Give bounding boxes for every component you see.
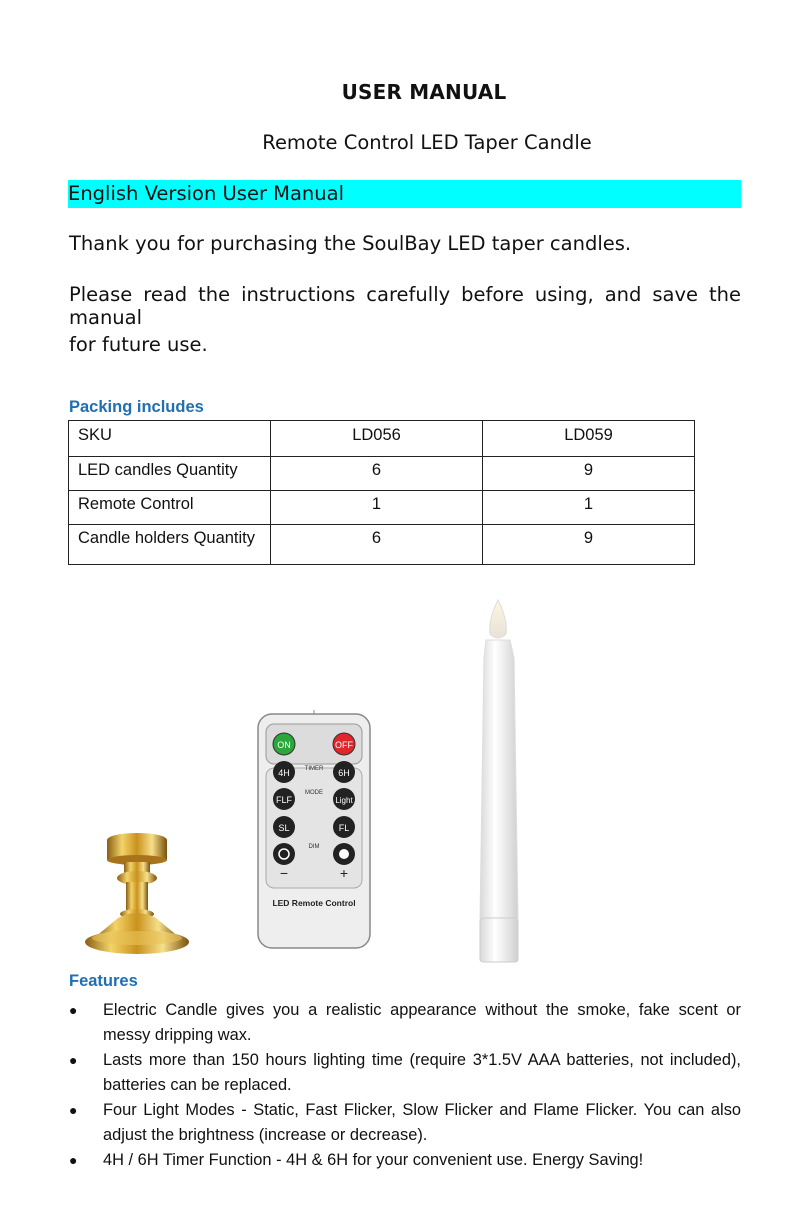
list-item: [69, 1098, 741, 1148]
table-cell: LD059: [483, 421, 695, 457]
feature-text: Electric Candle gives you a realistic appearance without the smoke, fake scent or messy dripping wax.: [103, 1001, 741, 1044]
table-cell: Candle holders Quantity: [69, 525, 271, 565]
list-item: [69, 1048, 741, 1098]
bullet-icon: ●: [69, 1102, 78, 1118]
remote-off-label: OFF: [335, 740, 353, 750]
table-cell: 1: [483, 491, 695, 525]
remote-light-label: Light: [335, 796, 353, 805]
dim-up-icon: [339, 849, 349, 859]
remote-6h-label: 6H: [338, 768, 350, 778]
remote-mode-label: MODE: [305, 790, 323, 796]
table-row: [69, 525, 695, 565]
version-banner: English Version User Manual: [68, 180, 741, 208]
document-subtitle: Remote Control LED Taper Candle: [262, 131, 592, 154]
remote-dim-label: DIM: [308, 844, 320, 850]
packing-table: [68, 420, 695, 565]
bullet-icon: ●: [69, 1152, 78, 1168]
remote-plus-label: +: [339, 865, 349, 881]
table-cell: 1: [271, 491, 483, 525]
remote-control-image: [256, 710, 372, 950]
table-row: [69, 491, 695, 525]
table-row: [69, 457, 695, 491]
list-item: [69, 1148, 741, 1173]
taper-candle-image: [474, 598, 524, 966]
candle-holder-image: [78, 830, 196, 960]
table-cell: SKU: [69, 421, 271, 457]
remote-4h-label: 4H: [278, 768, 290, 778]
table-row: [69, 421, 695, 457]
remote-sl-label: SL: [278, 823, 290, 833]
table-cell: 9: [483, 457, 695, 491]
table-cell: Remote Control: [69, 491, 271, 525]
intro-thanks: Thank you for purchasing the SoulBay LED taper candles.: [69, 232, 632, 255]
remote-flf-label: FLF: [275, 795, 293, 805]
remote-minus-label: −: [279, 865, 289, 881]
bullet-icon: ●: [69, 1002, 78, 1018]
remote-on-label: ON: [277, 740, 291, 750]
features-list: [69, 998, 741, 1173]
bullet-icon: ●: [69, 1052, 78, 1068]
table-cell: 6: [271, 525, 483, 565]
remote-timer-label: TIMER: [304, 766, 324, 772]
intro-please-line2: for future use.: [69, 333, 208, 356]
feature-text: Four Light Modes - Static, Fast Flicker, Slow Flicker and Flame Flicker. You can also adjust the brightness (increase or decrease).: [103, 1101, 741, 1144]
table-cell: LED candles Quantity: [69, 457, 271, 491]
list-item: [69, 998, 741, 1048]
remote-fl-label: FL: [338, 823, 350, 833]
table-cell: 9: [483, 525, 695, 565]
remote-brand-label: LED Remote Control: [272, 898, 356, 908]
feature-text: Lasts more than 150 hours lighting time (require 3*1.5V AAA batteries, not included), batteries can be replaced.: [103, 1051, 741, 1094]
table-cell: LD056: [271, 421, 483, 457]
document-title: USER MANUAL: [341, 80, 507, 104]
feature-text: 4H / 6H Timer Function - 4H & 6H for your convenient use. Energy Saving!: [103, 1151, 644, 1169]
intro-please-line1: Please read the instructions carefully before using, and save the manual: [69, 283, 741, 329]
features-heading: Features: [69, 972, 138, 990]
table-cell: 6: [271, 457, 483, 491]
packing-heading: Packing includes: [69, 398, 204, 416]
